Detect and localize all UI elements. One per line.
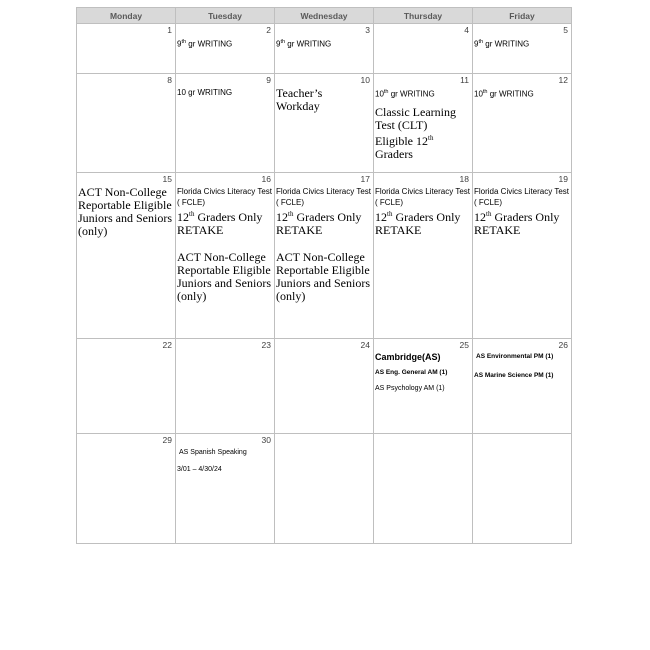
day-number: 25 bbox=[459, 340, 469, 350]
event-retake: RETAKE bbox=[276, 223, 323, 237]
event-retake: RETAKE bbox=[375, 223, 422, 237]
day-number: 30 bbox=[261, 435, 271, 445]
event-clt: Classic Learning Test (CLT) Eligible 12th Graders bbox=[375, 104, 456, 161]
day-number: 29 bbox=[162, 435, 172, 445]
week-row-4 bbox=[77, 339, 572, 434]
calendar-table bbox=[76, 7, 572, 544]
day-cell-4 bbox=[374, 24, 473, 74]
day-cell-11 bbox=[374, 74, 473, 173]
event-fcle-abbr: ( FCLE) bbox=[177, 198, 205, 207]
day-number: 5 bbox=[563, 25, 568, 35]
header-friday: Friday bbox=[473, 8, 572, 24]
day-cell-29 bbox=[77, 434, 176, 544]
event-as-spanish-speaking: AS Spanish Speaking bbox=[179, 449, 247, 456]
event-writing-10th: 10th gr WRITING bbox=[474, 89, 534, 99]
weekday-header-row bbox=[77, 8, 572, 24]
week-row-2 bbox=[77, 74, 572, 173]
event-fcle-title: Florida Civics Literacy Test bbox=[375, 187, 470, 196]
day-cell-19 bbox=[473, 173, 572, 339]
event-cambridge-title: Cambridge(AS) bbox=[375, 352, 441, 362]
day-cell-3 bbox=[275, 24, 374, 74]
day-number: 26 bbox=[558, 340, 568, 350]
day-cell-2 bbox=[176, 24, 275, 74]
empty-cell bbox=[374, 434, 473, 544]
day-cell-1 bbox=[77, 24, 176, 74]
day-cell-26 bbox=[473, 339, 572, 434]
event-fcle-title: Florida Civics Literacy Test bbox=[177, 187, 272, 196]
day-number: 2 bbox=[266, 25, 271, 35]
event-writing-10th: 10 gr WRITING bbox=[177, 88, 233, 97]
day-cell-10 bbox=[275, 74, 374, 173]
event-writing-10th: 10th gr WRITING bbox=[375, 89, 435, 99]
event-teacher-workday: Teacher’s Workday bbox=[276, 86, 323, 113]
event-fcle-abbr: ( FCLE) bbox=[474, 198, 502, 207]
day-number: 8 bbox=[167, 75, 172, 85]
header-tuesday: Tuesday bbox=[176, 8, 275, 24]
day-number: 15 bbox=[162, 174, 172, 184]
week-row-1 bbox=[77, 24, 572, 74]
event-fcle-abbr: ( FCLE) bbox=[375, 198, 403, 207]
event-date-range: 3/01 – 4/30/24 bbox=[177, 466, 222, 473]
empty-cell bbox=[275, 434, 374, 544]
event-fcle-title: Florida Civics Literacy Test bbox=[474, 187, 569, 196]
event-act: ACT Non-College Reportable Eligible Juniors and Seniors (only) bbox=[78, 185, 172, 238]
event-writing-9th: 9th gr WRITING bbox=[276, 39, 332, 49]
day-cell-17 bbox=[275, 173, 374, 339]
header-wednesday: Wednesday bbox=[275, 8, 374, 24]
event-retake: RETAKE bbox=[474, 223, 521, 237]
event-fcle-title: Florida Civics Literacy Test bbox=[276, 187, 371, 196]
empty-cell bbox=[473, 434, 572, 544]
day-number: 1 bbox=[167, 25, 172, 35]
day-cell-5 bbox=[473, 24, 572, 74]
day-cell-23 bbox=[176, 339, 275, 434]
day-number: 16 bbox=[261, 174, 271, 184]
day-cell-9 bbox=[176, 74, 275, 173]
day-number: 18 bbox=[459, 174, 469, 184]
event-writing-9th: 9th gr WRITING bbox=[177, 39, 233, 49]
day-cell-25 bbox=[374, 339, 473, 434]
event-12th-graders: 12th Graders Only bbox=[375, 210, 461, 224]
week-row-3 bbox=[77, 173, 572, 339]
day-number: 24 bbox=[360, 340, 370, 350]
header-monday: Monday bbox=[77, 8, 176, 24]
day-cell-18 bbox=[374, 173, 473, 339]
day-number: 11 bbox=[460, 75, 469, 85]
event-12th-graders: 12th Graders Only bbox=[276, 210, 362, 224]
event-as-environmental: AS Environmental PM (1) bbox=[476, 353, 554, 360]
day-cell-8 bbox=[77, 74, 176, 173]
day-number: 4 bbox=[464, 25, 469, 35]
day-number: 10 bbox=[360, 75, 370, 85]
day-number: 19 bbox=[558, 174, 568, 184]
event-as-marine-science: AS Marine Science PM (1) bbox=[474, 372, 554, 379]
day-cell-16 bbox=[176, 173, 275, 339]
event-act: ACT Non-College Reportable Eligible Juniors and Seniors (only) bbox=[276, 250, 370, 303]
day-cell-12 bbox=[473, 74, 572, 173]
day-cell-22 bbox=[77, 339, 176, 434]
event-12th-graders: 12th Graders Only bbox=[474, 210, 560, 224]
day-cell-24 bbox=[275, 339, 374, 434]
day-number: 9 bbox=[266, 75, 271, 85]
day-number: 23 bbox=[261, 340, 271, 350]
event-writing-9th: 9th gr WRITING bbox=[474, 39, 530, 49]
day-cell-15 bbox=[77, 173, 176, 339]
event-fcle-abbr: ( FCLE) bbox=[276, 198, 304, 207]
event-act: ACT Non-College Reportable Eligible Juniors and Seniors (only) bbox=[177, 250, 271, 303]
event-12th-graders: 12th Graders Only bbox=[177, 210, 263, 224]
day-cell-30 bbox=[176, 434, 275, 544]
day-number: 17 bbox=[360, 174, 370, 184]
day-number: 22 bbox=[162, 340, 172, 350]
day-number: 3 bbox=[365, 25, 370, 35]
event-as-psychology: AS Psychology AM (1) bbox=[375, 385, 445, 392]
event-retake: RETAKE bbox=[177, 223, 224, 237]
day-number: 12 bbox=[558, 75, 568, 85]
week-row-5 bbox=[77, 434, 572, 544]
event-as-eng-general: AS Eng. General AM (1) bbox=[375, 369, 448, 376]
header-thursday: Thursday bbox=[374, 8, 473, 24]
